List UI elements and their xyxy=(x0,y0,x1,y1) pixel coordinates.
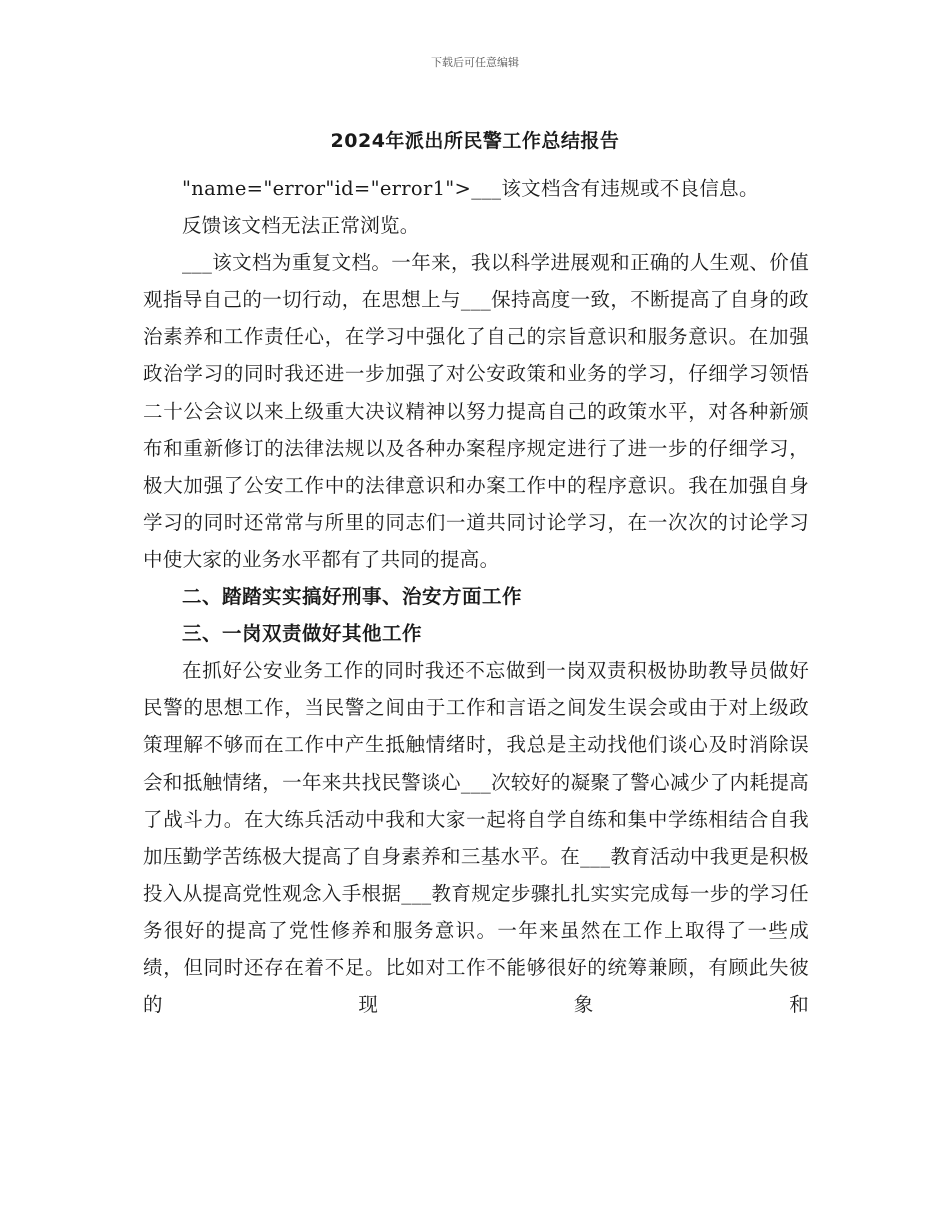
section-heading-criminal-security: 二、踏踏实实搞好刑事、治安方面工作 xyxy=(182,585,523,609)
paragraph-feedback: 反馈该文档无法正常浏览。 xyxy=(182,214,420,238)
paragraph-error-notice: "name="error"id="error1">___该文档含有违规或不良信息。 xyxy=(182,177,759,200)
header-note: 下载后可任意编辑 xyxy=(431,56,519,69)
document-title: 2024年派出所民警工作总结报告 xyxy=(330,130,620,152)
paragraph-other-work: 在抓好公安业务工作的同时我还不忘做到一岗双责积极协助教导员做好民警的思想工作，当民警之间由于工作和言语之间发生误会或由于对上级政策理解不够而在工作中产生抵触情绪时，我总是主动找他们谈心及时消除误会和抵触情绪，一年来共找民警谈心___次较好的凝聚了警心减少了内耗提高了战斗力。在大练兵活动中我和大家一起将自学自练和集中学练相结合自我加压勤学苦练极大提高了自身素养和三基水平。在___教育活动中我更是积极投入从提高党性观念入手根据___教育规定步骤扎扎实实完成每一步的学习任务很好的提高了党性修养和服务意识。一年来虽然在工作上取得了一些成绩，但同时还存在着不足。比如对工作不能够很好的统筹兼顾，有顾此失彼的现象和 xyxy=(143,659,809,1017)
paragraph-intro: ___该文档为重复文档。一年来，我以科学进展观和正确的人生观、价值观指导自己的一切行动，在思想上与___保持高度一致，不断提高了自身的政治素养和工作责任心，在学习中强化了自己的宗旨意识和服务意识。在加强政治学习的同时我还进一步加强了对公安政策和业务的学习，仔细学习领悟二十公会议以来上级重大决议精神以努力提高自己的政策水平，对各种新颁布和重新修订的法律法规以及各种办案程序规定进行了进一步的仔细学习，极大加强了公安工作中的法律意识和办案工作中的程序意识。我在加强自身学习的同时还常常与所里的同志们一道共同讨论学习，在一次次的讨论学习中使大家的业务水平都有了共同的提高。 xyxy=(143,251,809,571)
section-heading-other-work: 三、一岗双责做好其他工作 xyxy=(182,622,423,646)
document-body xyxy=(143,170,809,1023)
